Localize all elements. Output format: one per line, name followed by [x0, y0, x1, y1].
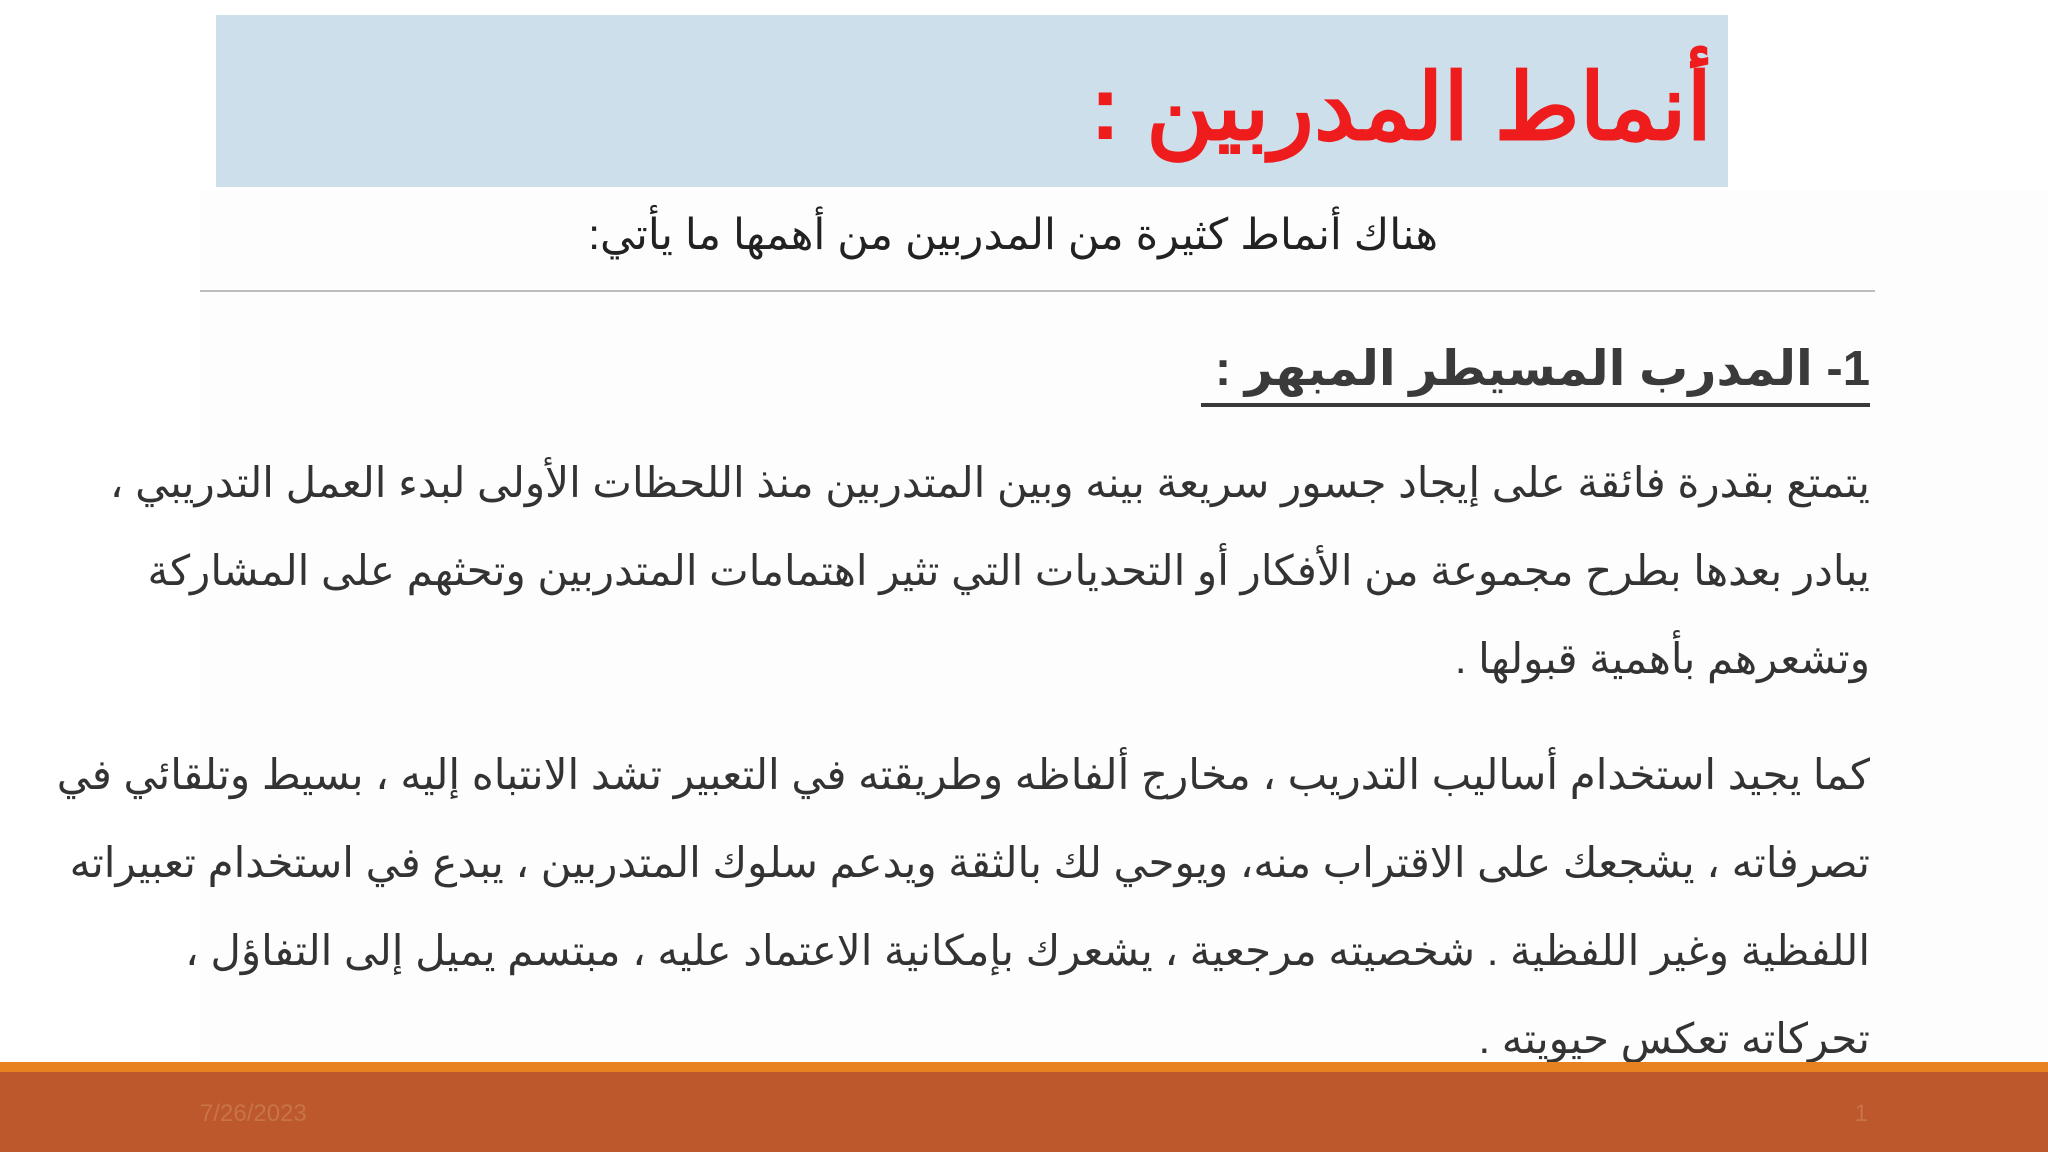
footer-bar: [0, 1072, 2048, 1152]
footer-page-number: 1: [1854, 1100, 1868, 1127]
slide-title: أنماط المدربين :: [1089, 57, 1712, 159]
slide-subtitle: هناك أنماط كثيرة من المدربين من أهمها ما يأتي:: [588, 211, 1438, 259]
section-heading: 1- المدرب المسيطر المبهر :: [1201, 340, 1870, 407]
paragraph-2-line-2: تصرفاته ، يشجعك على الاقتراب منه، ويوحي لك بالثقة ويدعم سلوك المتدربين ، يبدع في استخدام تعبيراته: [69, 839, 1870, 886]
paragraph-1-line-3: وتشعرهم بأهمية قبولها .: [1454, 635, 1870, 682]
paragraph-2-line-4: تحركاته تعكس حيويته .: [1478, 1015, 1870, 1062]
footer-accent-stripe: [0, 1062, 2048, 1072]
paragraph-1-line-1: يتمتع بقدرة فائقة على إيجاد جسور سريعة بينه وبين المتدربين منذ اللحظات الأولى لبدء العمل التدريبي ،: [109, 459, 1870, 506]
paragraph-1-line-2: يبادر بعدها بطرح مجموعة من الأفكار أو التحديات التي تثير اهتمامات المتدربين وتحثهم على المشاركة: [147, 547, 1870, 594]
paragraph-2-line-1: كما يجيد استخدام أساليب التدريب ، مخارج ألفاظه وطريقته في التعبير تشد الانتباه إليه ، بسيط وتلقائي في: [56, 751, 1870, 798]
footer-date: 7/26/2023: [200, 1100, 307, 1127]
divider-line: [200, 290, 1875, 292]
paragraph-2-line-3: اللفظية وغير اللفظية . شخصيته مرجعية ، يشعرك بإمكانية الاعتماد عليه ، مبتسم يميل إلى التفاؤل ،: [185, 927, 1870, 974]
